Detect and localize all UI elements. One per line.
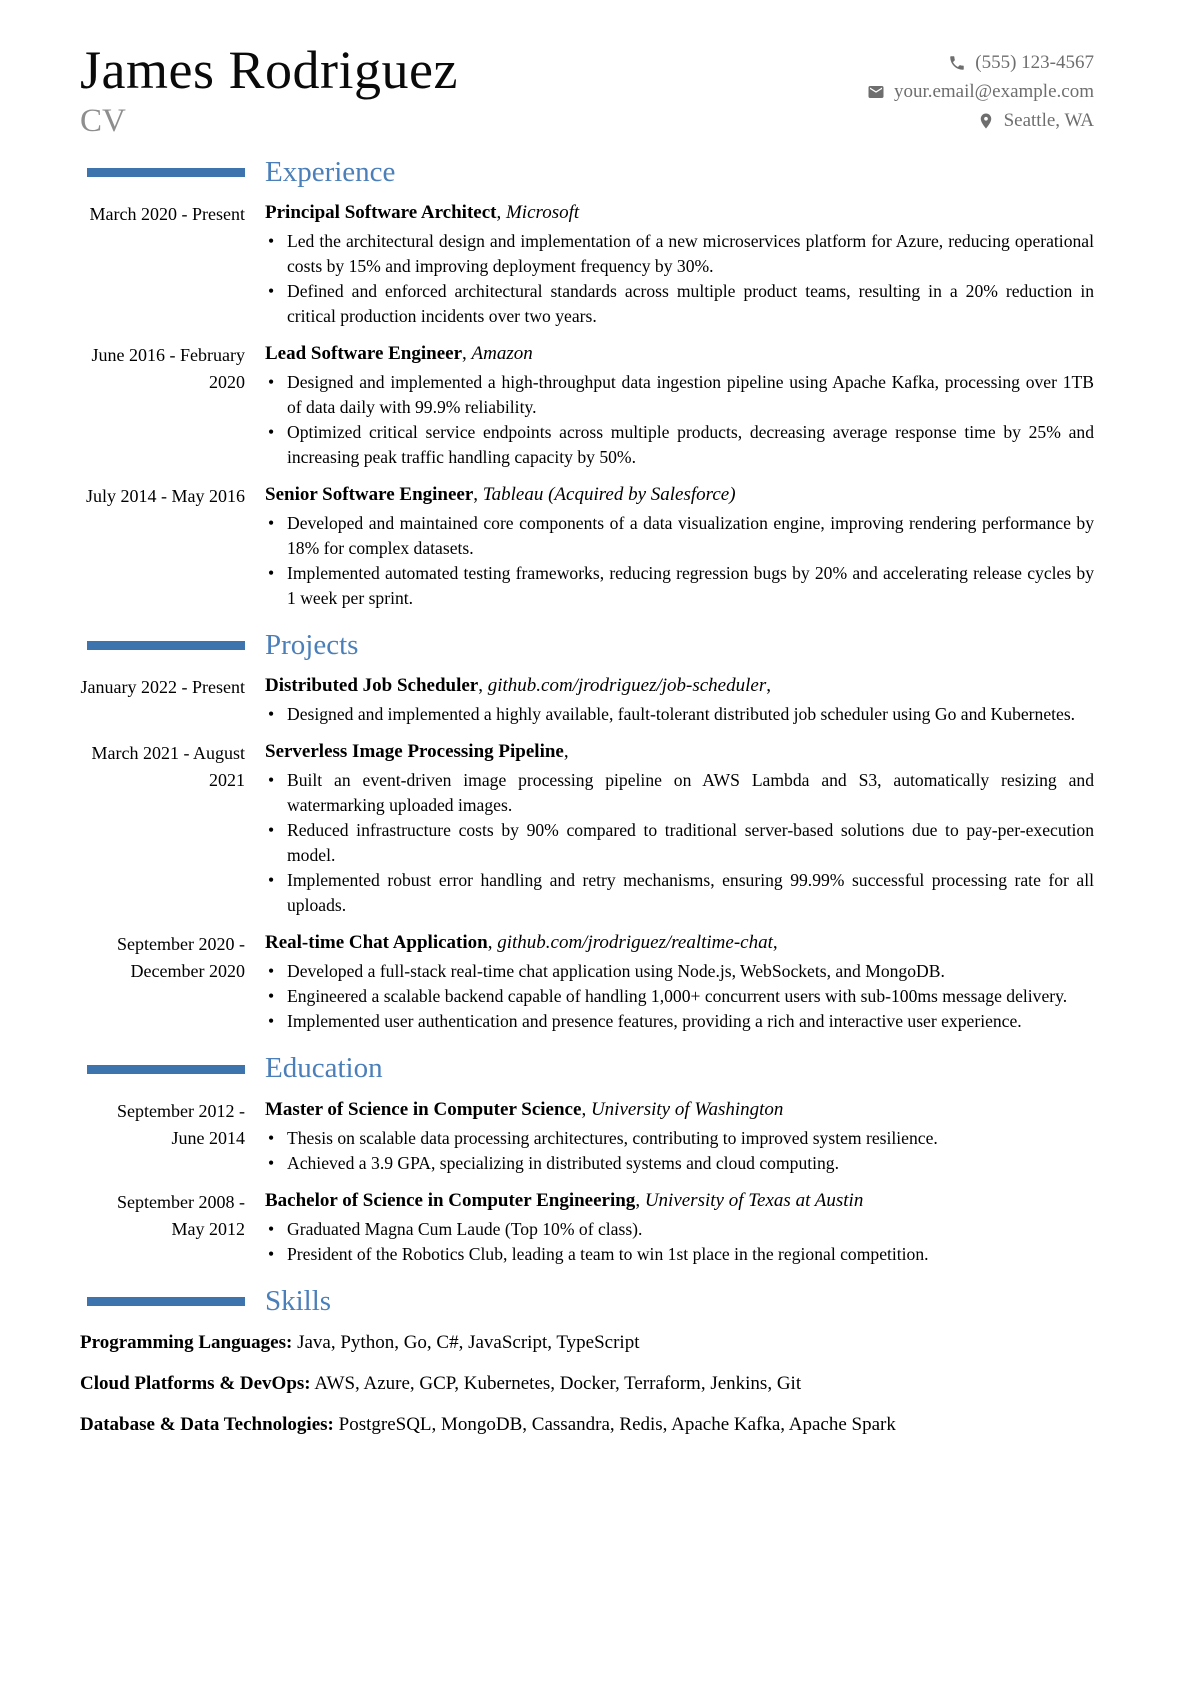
section-rule (87, 641, 245, 650)
bullet-list (265, 229, 1094, 329)
bullet-item: • Developed and maintained core components of a data visualization engine, improving rendering performance by 18% for complex datasets. (265, 511, 1094, 561)
person-name: James Rodriguez (80, 40, 458, 100)
entry-body (265, 739, 1094, 918)
bullet-item: • Developed a full-stack real-time chat application using Node.js, WebSockets, and MongoDB. (265, 959, 1094, 984)
heading-separator: , (478, 675, 488, 697)
bullet-item: • President of the Robotics Club, leading a team to win 1st place in the regional competition. (265, 1242, 1094, 1267)
entry-date: September 2012 - June 2014 (117, 1100, 245, 1148)
entry-heading (265, 673, 1094, 699)
project-url: github.com/jrodriguez/job-scheduler (487, 675, 767, 697)
entry-heading (265, 739, 1094, 765)
heading-separator: , (635, 1189, 645, 1211)
entry-date: September 2020 - December 2020 (117, 934, 245, 982)
education-entry (80, 1097, 1094, 1176)
project-title: Distributed Job Scheduler (265, 675, 479, 697)
section-header (80, 1285, 1094, 1318)
bullet-item: • Graduated Magna Cum Laude (Top 10% of class). (265, 1217, 1094, 1242)
entry-heading (265, 930, 1094, 956)
section-rule (87, 168, 245, 177)
heading-after: , (766, 675, 771, 697)
job-title: Senior Software Engineer (265, 484, 474, 506)
bullet-item: • Implemented user authentication and presence features, providing a rich and interactive user experience. (265, 1009, 1094, 1034)
entry-body (265, 930, 1094, 1034)
organization: Amazon (471, 343, 533, 365)
entry-date: March 2020 - Present (89, 204, 245, 225)
section-title: Experience (265, 155, 396, 188)
email-icon (867, 83, 885, 101)
entry-date: June 2016 - February 2020 (91, 345, 245, 393)
entry-body (265, 1188, 1094, 1267)
entry-heading (265, 341, 1094, 367)
job-title: Principal Software Architect (265, 202, 497, 224)
section-skills (80, 1285, 1094, 1438)
project-entry (80, 739, 1094, 918)
bullet-item: • Implemented automated testing frameworks, reducing regression bugs by 20% and accelerating release cycles by 1 week per sprint. (265, 561, 1094, 611)
bullet-list (265, 768, 1094, 918)
bullet-item: • Reduced infrastructure costs by 90% compared to traditional server-based solutions due to pay-per-execution model. (265, 818, 1094, 868)
location-text: Seattle, WA (1003, 110, 1094, 131)
contact-info (867, 48, 1094, 135)
bullet-item: • Designed and implemented a high-throughput data ingestion pipeline using Apache Kafka, processing over 1TB of data daily with 99.9% reliability. (265, 370, 1094, 420)
entry-body (265, 341, 1094, 470)
entry-body (265, 673, 1094, 727)
project-entry (80, 930, 1094, 1034)
phone-number: (555) 123-4567 (975, 52, 1094, 73)
heading-separator: , (473, 484, 483, 506)
experience-entry (80, 200, 1094, 329)
bullet-item: • Engineered a scalable backend capable of handling 1,000+ concurrent users with sub-100ms message delivery. (265, 984, 1094, 1009)
institution: University of Washington (590, 1098, 784, 1120)
section-header (80, 629, 1094, 662)
entry-date: July 2014 - May 2016 (86, 486, 245, 507)
entry-date: September 2008 - May 2012 (117, 1191, 245, 1239)
skill-items: Java, Python, Go, C#, JavaScript, TypeScript (297, 1332, 640, 1354)
bullet-item: • Led the architectural design and implementation of a new microservices platform for Azure, reducing operational costs by 15% and improving deployment frequency by 30%. (265, 229, 1094, 279)
bullet-item: • Defined and enforced architectural standards across multiple product teams, resulting in a 20% reduction in critical production incidents over two years. (265, 279, 1094, 329)
bullet-item: • Thesis on scalable data processing architectures, contributing to improved system resilience. (265, 1126, 1094, 1151)
heading-separator: , (496, 202, 506, 224)
project-url: github.com/jrodriguez/realtime-chat (497, 932, 773, 954)
heading-separator: , (487, 932, 498, 954)
section-header (80, 1052, 1094, 1085)
bullet-item: • Optimized critical service endpoints across multiple products, decreasing average response time by 25% and increasing peak traffic handling capacity by 50%. (265, 420, 1094, 470)
cv-header (80, 42, 1094, 138)
skills-body (80, 1329, 1094, 1438)
job-title: Lead Software Engineer (265, 343, 463, 365)
entry-heading (265, 482, 1094, 508)
entry-heading (265, 1097, 1094, 1123)
email-address: your.email@example.com (893, 81, 1094, 102)
skill-items: PostgreSQL, MongoDB, Cassandra, Redis, Apache Kafka, Apache Spark (338, 1414, 896, 1436)
bullet-list (265, 1217, 1094, 1267)
bullet-item: • Implemented robust error handling and retry mechanisms, ensuring 99.99% successful processing rate for all uploads. (265, 868, 1094, 918)
degree-title: Bachelor of Science in Computer Engineering (265, 1189, 636, 1211)
bullet-item: • Designed and implemented a highly available, fault-tolerant distributed job scheduler using Go and Kubernetes. (265, 702, 1094, 727)
degree-title: Master of Science in Computer Science (265, 1098, 582, 1120)
entry-date: March 2021 - August 2021 (91, 743, 245, 791)
bullet-list (265, 702, 1094, 727)
contact-email-row (867, 77, 1094, 106)
entry-body (265, 482, 1094, 611)
institution: University of Texas at Austin (644, 1189, 864, 1211)
skill-category-label: Cloud Platforms & DevOps: (80, 1373, 311, 1395)
skill-category-label: Database & Data Technologies: (80, 1414, 334, 1436)
section-header (80, 156, 1094, 189)
section-title: Education (265, 1052, 383, 1085)
project-title: Real-time Chat Application (265, 932, 488, 954)
organization: Microsoft (505, 202, 580, 224)
bullet-list (265, 511, 1094, 611)
section-projects (80, 629, 1094, 1034)
location-icon (977, 112, 995, 130)
project-title: Serverless Image Processing Pipeline (265, 741, 564, 763)
skill-line (80, 1411, 980, 1438)
bullet-list (265, 370, 1094, 470)
bullet-list (265, 959, 1094, 1034)
experience-entry (80, 341, 1094, 470)
organization: Tableau (Acquired by Salesforce) (482, 484, 736, 506)
skill-line (80, 1329, 980, 1356)
skill-line (80, 1370, 980, 1397)
experience-entry (80, 482, 1094, 611)
heading-separator: , (563, 741, 569, 763)
section-title: Skills (265, 1284, 332, 1317)
entry-date: January 2022 - Present (80, 677, 245, 698)
contact-location-row (867, 106, 1094, 135)
cv-subtitle: CV (80, 102, 126, 139)
heading-separator: , (581, 1098, 591, 1120)
education-entry (80, 1188, 1094, 1267)
bullet-item: • Achieved a 3.9 GPA, specializing in distributed systems and cloud computing. (265, 1151, 1094, 1176)
contact-phone-row (867, 48, 1094, 77)
section-education (80, 1052, 1094, 1266)
heading-separator: , (462, 343, 472, 365)
bullet-item: • Built an event-driven image processing pipeline on AWS Lambda and S3, automatically resizing and watermarking uploaded images. (265, 768, 1094, 818)
section-rule (87, 1297, 245, 1306)
entry-heading (265, 1188, 1094, 1214)
section-title: Projects (265, 629, 359, 662)
project-entry (80, 673, 1094, 727)
bullet-list (265, 1126, 1094, 1176)
section-experience (80, 156, 1094, 611)
name-block (80, 42, 458, 138)
skill-category-label: Programming Languages: (80, 1332, 293, 1354)
section-rule (87, 1065, 245, 1074)
skill-items: AWS, Azure, GCP, Kubernetes, Docker, Terraform, Jenkins, Git (314, 1373, 802, 1395)
entry-body (265, 200, 1094, 329)
phone-icon (948, 54, 966, 72)
entry-heading (265, 200, 1094, 226)
heading-after: , (772, 932, 778, 954)
entry-body (265, 1097, 1094, 1176)
